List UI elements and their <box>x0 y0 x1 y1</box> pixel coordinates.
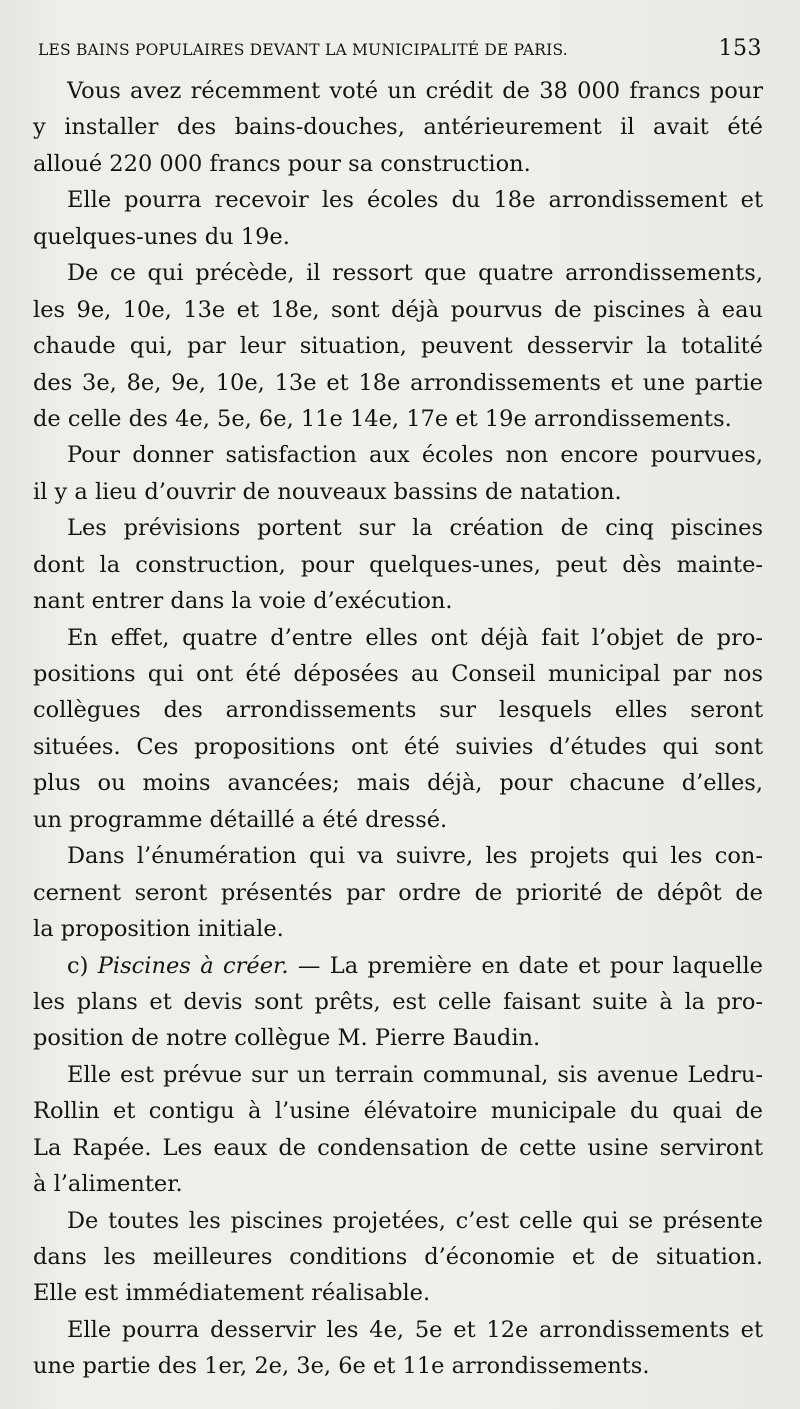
text-line: des 3e, 8e, 9e, 10e, 13e et 18e arrondissements et une partie <box>33 369 763 396</box>
text-line: La Rapée. Les eaux de condensation de cette usine serviront <box>33 1134 763 1161</box>
text-line: Elle pourra recevoir les écoles du 18e arrondissement et <box>67 187 763 214</box>
text-line: position de notre collègue M. Pierre Baudin. <box>33 1025 541 1052</box>
running-head: LES BAINS POPULAIRES DEVANT LA MUNICIPALITÉ DE PARIS. <box>38 41 568 59</box>
text-line: positions qui ont été déposées au Conseil municipal par nos <box>33 661 763 687</box>
text-line: Dans l’énumération qui va suivre, les projets qui les con- <box>67 843 763 870</box>
text-line: nant entrer dans la voie d’exécution. <box>33 588 453 615</box>
page-number: 153 <box>718 36 762 61</box>
text-line: De toutes les piscines projetées, c’est celle qui se présente <box>67 1207 763 1234</box>
text-line: à l’alimenter. <box>33 1171 183 1198</box>
text-line: il y a lieu d’ouvrir de nouveaux bassins de natation. <box>33 478 622 505</box>
text-line: Rollin et contigu à l’usine élévatoire municipale du quai de <box>33 1098 763 1125</box>
page-header <box>38 36 762 68</box>
section-title: Piscines à créer. <box>97 952 289 979</box>
text-line: Elle est prévue sur un terrain communal, sis avenue Ledru- <box>67 1061 763 1088</box>
section-label: c) <box>67 952 89 979</box>
text-line: un programme détaillé a été dressé. <box>33 806 448 833</box>
section-heading-line <box>33 948 763 984</box>
text-line: Elle est immédiatement réalisable. <box>33 1280 431 1307</box>
text-fragment: La première en date et pour laquelle <box>329 952 763 979</box>
text-line: une partie des 1er, 2e, 3e, 6e et 11e arrondissements. <box>33 1353 650 1380</box>
body-text <box>33 73 763 1385</box>
text-line: quelques-unes du 19e. <box>33 223 290 250</box>
text-line: plus ou moins avancées; mais déjà, pour chacune d’elles, <box>33 770 763 797</box>
section-dash: — <box>297 952 321 979</box>
text-line: cernent seront présentés par ordre de priorité de dépôt de <box>33 879 763 906</box>
text-line: y installer des bains-douches, antérieurement il avait été <box>33 114 763 141</box>
text-line: Elle pourra desservir les 4e, 5e et 12e arrondissements et <box>67 1316 763 1343</box>
text-line: les plans et devis sont prêts, est celle faisant suite à la pro- <box>33 988 763 1015</box>
text-line: alloué 220 000 francs pour sa construction. <box>33 150 531 177</box>
text-line: Vous avez récemment voté un crédit de 38 000 francs pour <box>67 78 763 104</box>
text-line: situées. Ces propositions ont été suivies d’études qui sont <box>33 733 763 760</box>
text-line: dont la construction, pour quelques-unes, peut dès mainte- <box>33 551 763 578</box>
text-line: Les prévisions portent sur la création de cinq piscines <box>67 515 763 542</box>
text-line: En effet, quatre d’entre elles ont déjà fait l’objet de pro- <box>67 624 763 651</box>
text-line: collègues des arrondissements sur lesquels elles seront <box>33 697 763 724</box>
text-line: dans les meilleures conditions d’économie et de situation. <box>33 1244 763 1270</box>
text-line: De ce qui précède, il ressort que quatre arrondissements, <box>67 260 763 287</box>
text-line: de celle des 4e, 5e, 6e, 11e 14e, 17e et 19e arrondissements. <box>33 405 732 432</box>
text-line: les 9e, 10e, 13e et 18e, sont déjà pourvus de piscines à eau <box>33 296 763 323</box>
text-line: chaude qui, par leur situation, peuvent desservir la totalité <box>33 333 763 360</box>
text-line: la proposition initiale. <box>33 916 284 943</box>
text-line: Pour donner satisfaction aux écoles non encore pourvues, <box>67 442 763 469</box>
